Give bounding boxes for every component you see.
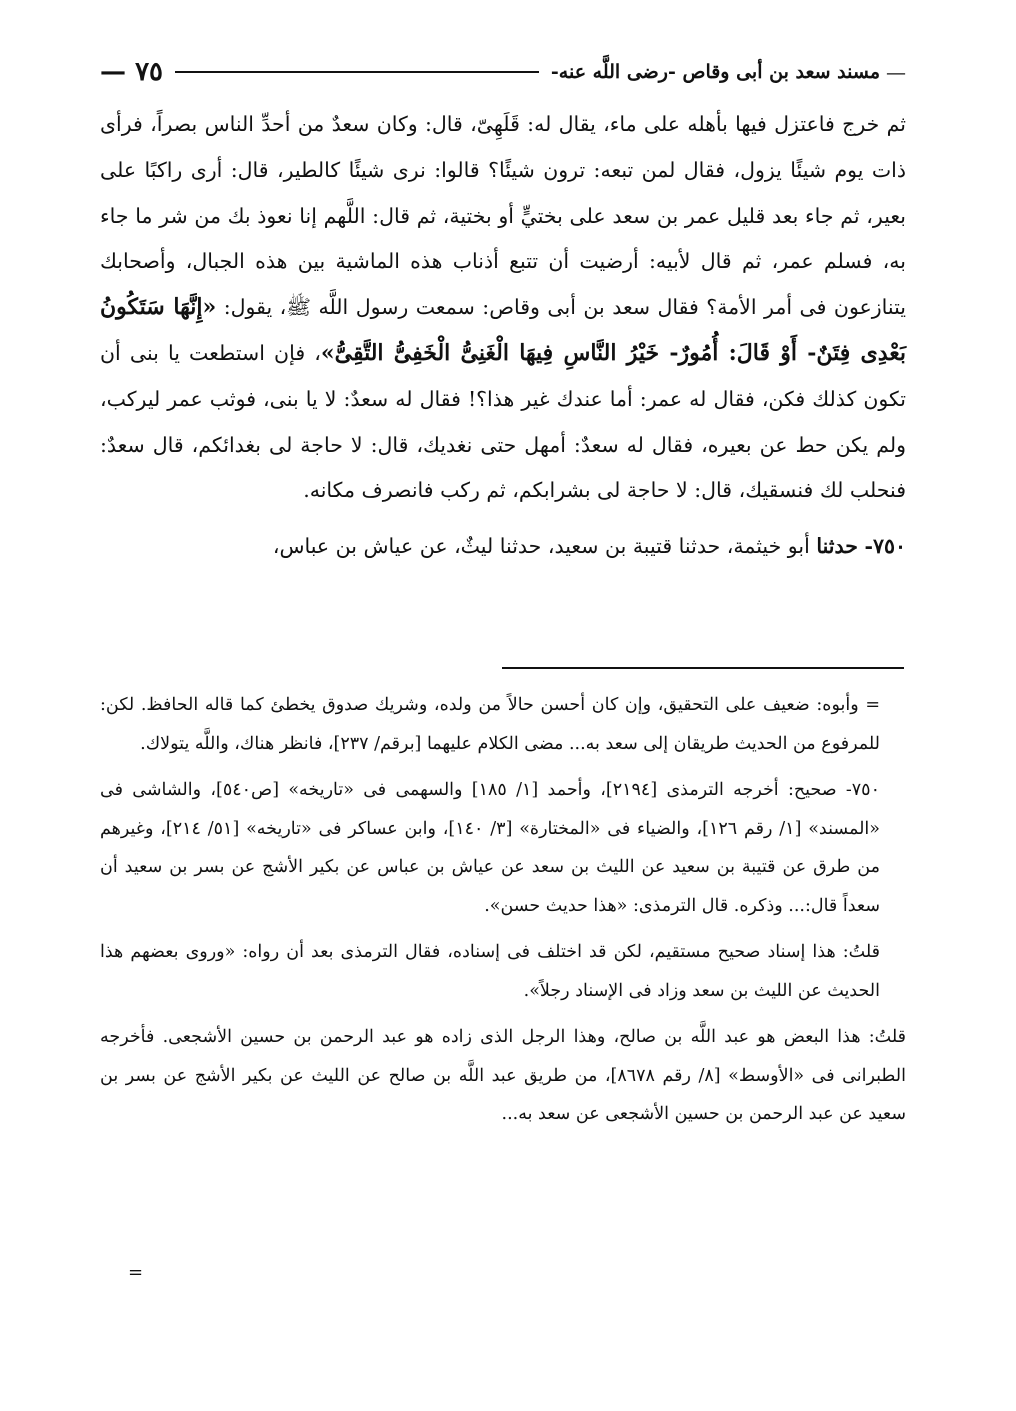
footnote-qultu-2: قلتُ: هذا البعض هو عبد اللَّه بن صالح، وهذا الرجل الذى زاده هو عبد الرحمن بن حسين الأشجعى. فأخرجه الطبرانى فى «الأوسط» [٨/ رقم ٨٦٧٨]، من طريق عبد اللَّه بن صالح عن الليث عن بكير الأشج عن بسر بن سعيد عن عبد الرحمن بن حسين الأشجعى عن سعد به... [100,1027,906,1124]
hadith-chain: أبو خيثمة، حدثنا قتيبة بن سعيد، حدثنا ليثٌ، عن عياش بن عباس، [272,534,810,559]
hadith-quote: «إِنَّهَا سَتَكُونُ بَعْدِى فِتَنٌ- أَوْ قَالَ: أُمُورٌ- خَيْرُ النَّاسِ فِيهَا الْغَنِىُّ الْخَفِىُّ التَّقِىُّ» [100,294,907,366]
footnote-750: ٧٥٠- صحيح: أخرجه الترمذى [٢١٩٤]، وأحمد [١/ ١٨٥] والسهمى فى «تاريخه» [ص٥٤٠]، والشاشى فى «المسند» [١/ رقم ١٢٦]، والضياء فى «المختارة» [٣/ ١٤٠]، وابن عساكر فى «تاريخه» [٥١/ ٢١٤]، وغيرهم من طرق عن قتيبة بن سعيد عن الليث بن سعد عن عياش بن عباس عن بكير الأشج عن بسر بن سعيد أن سعداً قال:... وذكره. قال الترمذى: «هذا حديث حسن». [100,780,881,916]
running-title: مسند سعد بن أبى وقاص -رضى اللَّه عنه- [550,61,880,83]
page-number [100,57,163,87]
page-number-value: ٧٥ [135,57,163,87]
main-text [100,102,906,570]
header-dash: — [886,60,906,84]
main-paragraph [100,102,906,514]
hadith-750 [100,524,906,570]
header-rule [175,71,539,73]
narrative-text: ثم خرج فاعتزل فيها بأهله على ماء، يقال له: قَلَهِىّ، قال: وكان سعدٌ من أحدِّ الناس بصراً، فرأى ذات يوم شيئًا يزول، فقال لمن تبعه: ترون شيئًا؟ قالوا: نرى شيئًا كالطير، قال: أرى راكبًا على بعير، ثم جاء بعد قليل عمر بن سعد على بختيٍّ أو بختية، ثم قال: اللَّهم إنا نعوذ بك من شر ما جاء به، فسلم عمر، ثم قال لأبيه: أرضيت أن تتبع أذناب هذه الماشية بين هذه الجبال، وأصحابك يتنازعون فى أمر الأمة؟ فقال سعد بن أبى وقاص: سمعت رسول اللَّه ﷺ، يقول: [100,112,906,320]
narrative-continuation: ، فإن استطعت يا بنى أن تكون كذلك فكن، فقال له عمر: أما عندك غير هذا؟! فقال له سعدٌ: لا يا بنى، فوثب عمر ليركب، ولم يكن حط عن بعيره، فقال له سعدٌ: أمهل حتى نغديك، قال: لا حاجة لى بغدائكم، قال سعدٌ: فنحلب لك فنسقيك، قال: لا حاجة لى بشرابكم، ثم ركب فانصرف مكانه. [100,340,906,503]
hadith-lead: حدثنا [816,534,858,559]
continuation-mark: = [128,1262,144,1283]
running-header [100,52,906,92]
footnotes [100,686,906,1142]
hadith-number: ٧٥٠- [864,534,906,559]
page-number-dash: — [100,57,126,87]
footnote-separator [502,667,904,669]
footnote-qultu-1: قلتُ: هذا إسناد صحيح مستقيم، لكن قد اختلف فى إسناده، فقال الترمذى بعد أن رواه: «وروى بعضهم هذا الحديث عن الليث بن سعد وزاد فى الإسناد رجلاً». [100,942,880,1001]
footnote-continuation: = وأبوه: ضعيف على التحقيق، وإن كان أحسن حالاً من ولده، وشريك صدوق يخطئ كما قاله الحافظ. لكن: للمرفوع من الحديث طريقان إلى سعد به... مضى الكلام عليهما [برقم/ ٢٣٧]، فانظر هناك، واللَّه يتولاك. [100,695,880,754]
